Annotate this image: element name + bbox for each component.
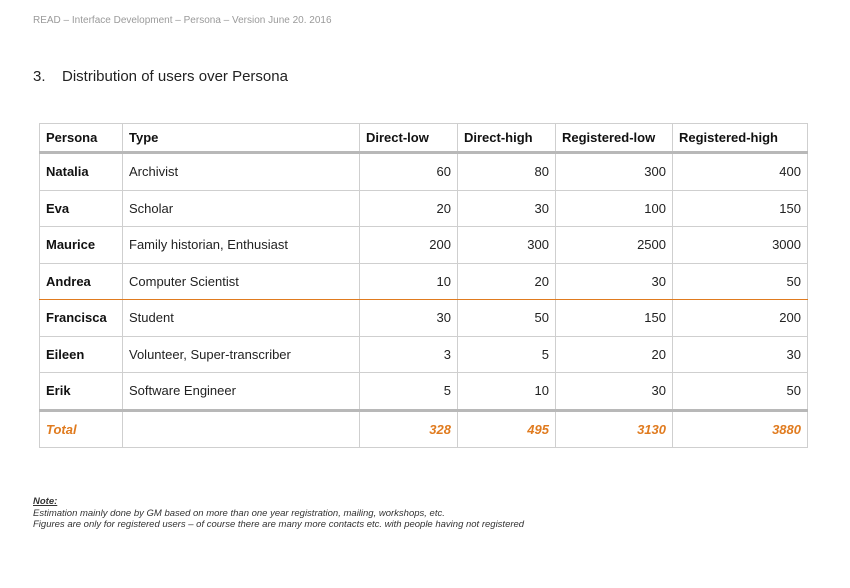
- persona-distribution-table: [39, 123, 808, 448]
- total-row: [40, 410, 808, 448]
- persona-name: Maurice: [40, 227, 123, 264]
- table-row: [40, 300, 808, 337]
- persona-type: Volunteer, Super-transcriber: [123, 336, 360, 373]
- section-number: 3.: [33, 68, 46, 85]
- note-line: Estimation mainly done by GM based on more than one year registration, mailing, workshops, etc.: [33, 507, 445, 519]
- persona-type: Software Engineer: [123, 373, 360, 411]
- direct-high-value: 80: [458, 153, 556, 191]
- column-header-persona: Persona: [40, 124, 123, 153]
- direct-low-value: 10: [360, 263, 458, 300]
- direct-high-value: 50: [458, 300, 556, 337]
- total-type-empty: [123, 410, 360, 448]
- table-row: [40, 190, 808, 227]
- registered-low-value: 20: [556, 336, 673, 373]
- registered-high-value: 400: [673, 153, 808, 191]
- note-label: Note:: [33, 496, 58, 507]
- note-block: [33, 496, 524, 531]
- persona-type: Computer Scientist: [123, 263, 360, 300]
- section-title-text: Distribution of users over Persona: [62, 68, 288, 85]
- table-row: [40, 336, 808, 373]
- registered-low-value: 2500: [556, 227, 673, 264]
- registered-low-value: 300: [556, 153, 673, 191]
- direct-high-value: 20: [458, 263, 556, 300]
- table-row: [40, 373, 808, 411]
- column-header-registered-low: Registered-low: [556, 124, 673, 153]
- total-label: Total: [40, 410, 123, 448]
- registered-high-value: 50: [673, 373, 808, 411]
- registered-high-value: 150: [673, 190, 808, 227]
- registered-low-value: 30: [556, 263, 673, 300]
- column-header-direct-low: Direct-low: [360, 124, 458, 153]
- table-row: [40, 263, 808, 300]
- direct-low-value: 3: [360, 336, 458, 373]
- persona-type: Student: [123, 300, 360, 337]
- direct-high-value: 5: [458, 336, 556, 373]
- section-title: [33, 68, 288, 85]
- persona-name: Andrea: [40, 263, 123, 300]
- direct-high-value: 300: [458, 227, 556, 264]
- registered-high-value: 50: [673, 263, 808, 300]
- note-line: Figures are only for registered users – of course there are many more contacts etc. with people having not registered: [33, 519, 525, 530]
- column-header-type: Type: [123, 124, 360, 153]
- direct-low-value: 5: [360, 373, 458, 411]
- persona-type: Scholar: [123, 190, 360, 227]
- persona-name: Eileen: [40, 336, 123, 373]
- persona-name: Natalia: [40, 153, 123, 191]
- table-header-row: [40, 124, 808, 153]
- direct-low-value: 200: [360, 227, 458, 264]
- direct-low-value: 20: [360, 190, 458, 227]
- registered-low-value: 30: [556, 373, 673, 411]
- persona-name: Francisca: [40, 300, 123, 337]
- direct-high-value: 10: [458, 373, 556, 411]
- total-direct-low: 328: [360, 410, 458, 448]
- registered-low-value: 150: [556, 300, 673, 337]
- direct-high-value: 30: [458, 190, 556, 227]
- registered-high-value: 3000: [673, 227, 808, 264]
- column-header-direct-high: Direct-high: [458, 124, 556, 153]
- document-header: READ – Interface Development – Persona – Version June 20. 2016: [33, 15, 332, 26]
- registered-low-value: 100: [556, 190, 673, 227]
- total-registered-high: 3880: [673, 410, 808, 448]
- persona-type: Family historian, Enthusiast: [123, 227, 360, 264]
- registered-high-value: 200: [673, 300, 808, 337]
- direct-low-value: 60: [360, 153, 458, 191]
- persona-name: Eva: [40, 190, 123, 227]
- table-row: [40, 227, 808, 264]
- total-registered-low: 3130: [556, 410, 673, 448]
- persona-name: Erik: [40, 373, 123, 411]
- persona-type: Archivist: [123, 153, 360, 191]
- registered-high-value: 30: [673, 336, 808, 373]
- direct-low-value: 30: [360, 300, 458, 337]
- total-direct-high: 495: [458, 410, 556, 448]
- column-header-registered-high: Registered-high: [673, 124, 808, 153]
- table-row: [40, 153, 808, 191]
